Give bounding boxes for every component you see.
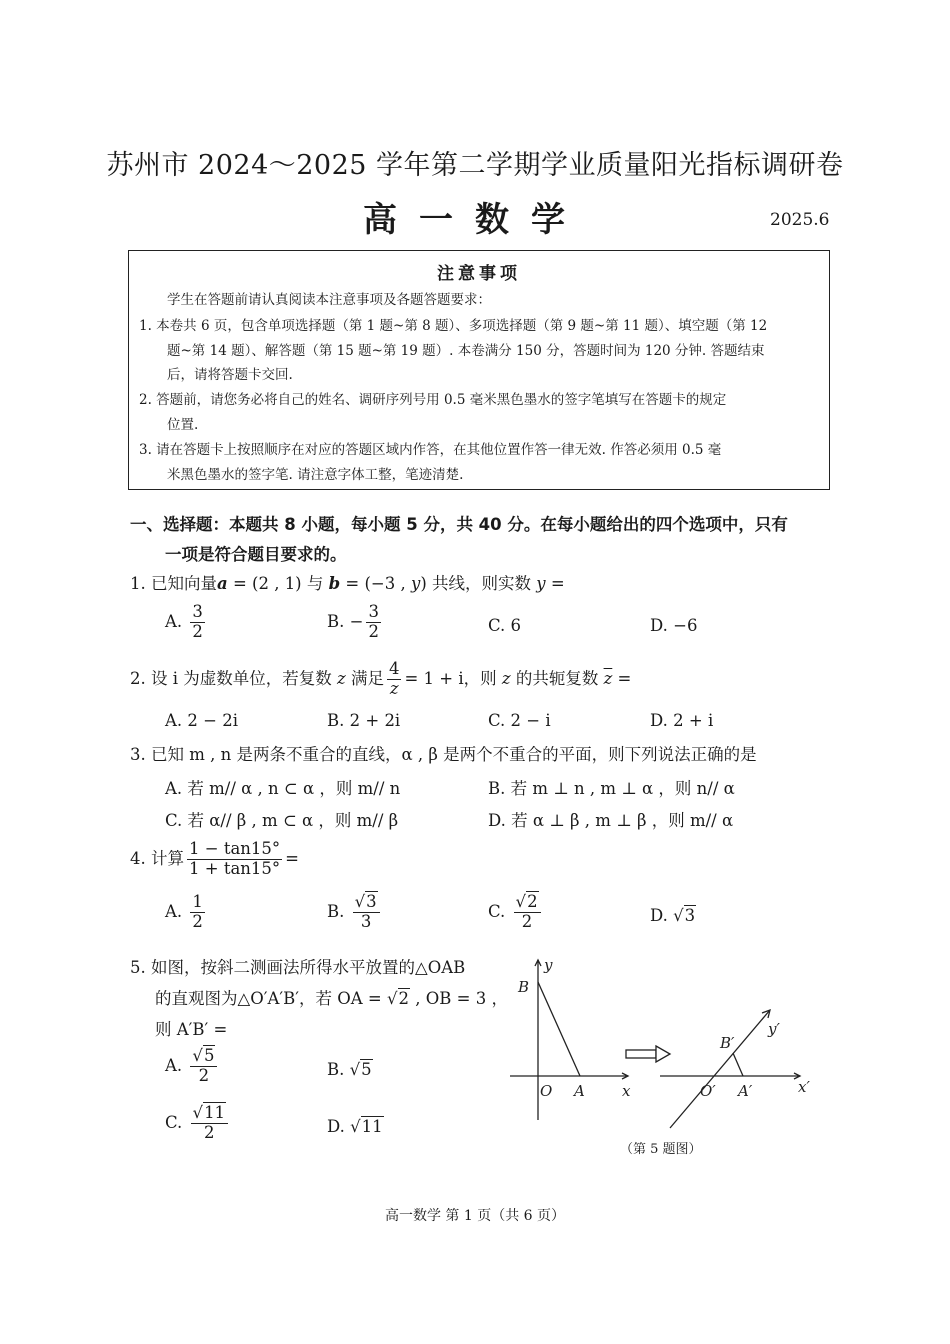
q2-text-mid: 满足 — [345, 668, 384, 688]
q2-end: = — [612, 668, 632, 688]
segment-BA — [538, 982, 580, 1076]
option-label: B. — [327, 611, 345, 631]
q5-option-c[interactable] — [165, 1104, 231, 1143]
q3-option-a[interactable]: A. 若 m// α , n ⊂ α ，则 m// n — [165, 779, 401, 798]
numerator: √11 — [191, 1104, 229, 1124]
q3-option-c[interactable]: C. 若 α// β , m ⊂ α ，则 m// β — [165, 811, 399, 830]
q5-option-b[interactable]: B. √5 — [327, 1060, 372, 1079]
q1-option-d[interactable] — [650, 616, 697, 635]
numerator: 1 — [192, 892, 203, 911]
denominator: 3 — [360, 911, 372, 931]
option-label: A. — [165, 901, 183, 921]
notice-line-5: 位置. — [167, 417, 199, 433]
option-value: 2 + i — [673, 711, 714, 730]
q2-option-d[interactable] — [650, 711, 713, 730]
option-label: C. — [488, 711, 506, 730]
q5-text-line1: 如图，按斜二测画法所得水平放置的△OAB — [151, 958, 466, 977]
q4-text-pre: 计算 — [151, 848, 184, 868]
option-label: D. — [327, 1117, 345, 1136]
option-label: D. — [650, 906, 668, 925]
label-Bp: B′ — [720, 1034, 735, 1052]
q2-var-z2: z — [501, 668, 511, 688]
q5-text-line2-pre: 的直观图为△O′A′B′，若 OA = — [155, 989, 387, 1008]
denominator: z — [389, 678, 399, 698]
radicand: 2 — [398, 989, 410, 1008]
label-O: O — [540, 1082, 553, 1100]
label-xp: x′ — [798, 1078, 810, 1096]
notice-line-4: 2. 答题前，请您务必将自己的姓名、调研序列号用 0.5 毫米黑色墨水的签字笔填写在答题卡的规定 — [139, 392, 727, 408]
question-5-line3: 则 A′B′ = — [155, 1020, 228, 1039]
radicand: 5 — [203, 1046, 215, 1065]
notice-line-1: 1. 本卷共 6 页，包含单项选择题（第 1 题~第 8 题）、多项选择题（第 9 题~第 11 题）、填空题（第 12 — [139, 318, 768, 334]
q5-number: 5. — [130, 958, 146, 977]
q2-option-a[interactable] — [165, 711, 238, 730]
radicand: 3 — [366, 892, 377, 911]
right-y-axis — [670, 1010, 770, 1128]
denominator: 1 + tan15° — [189, 858, 281, 878]
label-y: y — [544, 956, 553, 974]
option-label: A. — [165, 1055, 183, 1075]
q4-option-b[interactable] — [327, 893, 383, 932]
segment-BpAp — [733, 1053, 743, 1076]
q2-text-pre: 设 i 为虚数单位，若复数 — [151, 668, 338, 688]
q2-option-b[interactable] — [327, 711, 400, 730]
numerator: 3 — [368, 602, 379, 621]
option-value: 2 − i — [510, 711, 551, 730]
option-label: C. — [165, 1112, 183, 1132]
question-4 — [130, 840, 299, 879]
q3-option-b[interactable]: B. 若 m ⊥ n , m ⊥ α ，则 n// α — [488, 779, 735, 798]
q4-fraction — [187, 840, 282, 879]
q4-eq: = — [285, 848, 299, 868]
q2-eq: = 1 + i，则 — [404, 668, 502, 688]
figure-caption: （第 5 题图） — [620, 1142, 702, 1157]
q2-option-c[interactable] — [488, 711, 551, 730]
option-label: B. — [327, 901, 345, 921]
transform-arrow-body — [626, 1050, 656, 1058]
radicand: 5 — [361, 1060, 372, 1079]
fraction — [190, 1047, 217, 1086]
q5-option-a[interactable] — [165, 1047, 220, 1086]
denominator: 2 — [204, 1122, 215, 1142]
fraction — [366, 603, 381, 642]
exam-date: 2025.6 — [770, 210, 830, 230]
label-Ap: A′ — [738, 1082, 753, 1100]
label-x: x — [622, 1082, 631, 1100]
label-B: B — [518, 978, 530, 996]
q4-option-d[interactable]: D. √3 — [650, 906, 696, 925]
q2-number: 2. — [130, 668, 146, 688]
notice-line-3: 后，请将答题卡交回. — [167, 367, 293, 383]
q1-option-b[interactable] — [327, 603, 384, 642]
fraction — [514, 893, 541, 932]
section-heading-line1: 一、选择题：本题共 8 小题，每小题 5 分，共 40 分。在每小题给出的四个选项中，只有 — [130, 515, 788, 534]
denominator: 2 — [198, 1065, 210, 1085]
option-label: C. — [488, 616, 506, 635]
radicand: 11 — [361, 1117, 383, 1136]
q1-var-y2: y — [536, 574, 546, 593]
q2-text-post: 的共轭复数 — [510, 668, 604, 688]
question-5-line1 — [130, 954, 465, 978]
transform-arrow-head — [656, 1046, 670, 1062]
numerator: √2 — [514, 893, 541, 913]
denominator: 2 — [192, 911, 203, 931]
q5-option-d[interactable]: D. √11 — [327, 1117, 383, 1136]
option-label: A. — [165, 611, 183, 631]
numerator: √3 — [353, 893, 380, 913]
q2-fraction — [387, 660, 402, 699]
numerator: 1 − tan15° — [189, 839, 281, 858]
q5-figure — [500, 950, 830, 1130]
label-yp: y′ — [768, 1020, 780, 1038]
numerator: 4 — [388, 659, 400, 678]
q1-option-c[interactable] — [488, 616, 521, 635]
question-3 — [130, 741, 757, 765]
q1-vector-b-value: = (−3 , — [340, 574, 411, 593]
q2-var-z: z — [337, 668, 346, 688]
label-Op: O′ — [700, 1082, 716, 1100]
q1-eq: = — [545, 574, 565, 593]
exam-title: 苏州市 2024～2025 学年第二学期学业质量阳光指标调研卷 — [106, 150, 844, 181]
question-2 — [130, 660, 631, 699]
notice-title: 注意事项 — [437, 264, 521, 284]
notice-line-2: 题~第 14 题）、解答题（第 15 题~第 19 题）. 本卷满分 150 分，答题时间为 120 分钟. 答题结束 — [167, 343, 765, 359]
q1-vector-a-value: = (2 , 1) 与 — [227, 574, 329, 593]
q1-text-pre: 已知向量 — [151, 574, 217, 593]
option-label: C. — [488, 901, 506, 921]
denominator: 2 — [521, 911, 533, 931]
option-label: B. — [327, 711, 345, 730]
fraction — [190, 603, 205, 642]
page-footer: 高一数学 第 1 页（共 6 页） — [384, 1208, 566, 1224]
q1-text-post: ) 共线，则实数 — [420, 574, 537, 593]
radicand: 2 — [527, 892, 538, 911]
q4-option-c[interactable] — [488, 893, 544, 932]
section-heading-line2: 一项是符合题目要求的。 — [165, 545, 347, 564]
label-A: A — [574, 1082, 585, 1100]
option-label: B. — [327, 1060, 345, 1079]
question-1 — [130, 570, 565, 594]
denominator: 2 — [368, 621, 379, 641]
notice-box — [128, 250, 830, 490]
q5-text-line2-post: , OB = 3 ， — [410, 989, 508, 1008]
fraction — [191, 1104, 229, 1143]
numerator: 3 — [192, 602, 203, 621]
fraction — [190, 893, 205, 932]
fraction — [353, 893, 380, 932]
q2-var-zbar: $\overline{z}$ — [603, 668, 613, 688]
q4-number: 4. — [130, 848, 146, 868]
option-label: D. — [650, 711, 668, 730]
option-value: 2 + 2i — [349, 711, 401, 730]
q3-text: 已知 m , n 是两条不重合的直线，α , β 是两个不重合的平面，则下列说法正确的是 — [151, 745, 757, 764]
q1-vector-b: b — [328, 574, 341, 593]
q3-option-d[interactable]: D. 若 α ⊥ β , m ⊥ β ，则 m// α — [488, 811, 734, 830]
notice-intro: 学生在答题前请认真阅读本注意事项及各题答题要求： — [167, 292, 491, 308]
q4-option-a[interactable] — [165, 893, 208, 932]
denominator: 2 — [192, 621, 203, 641]
q1-vector-a: a — [217, 574, 228, 593]
radicand: 3 — [684, 906, 696, 925]
question-5-line2: 的直观图为△O′A′B′，若 OA = √2 , OB = 3 ， — [155, 989, 508, 1008]
q3-number: 3. — [130, 745, 146, 764]
notice-line-7: 米黑色墨水的签字笔. 请注意字体工整，笔迹清楚. — [167, 467, 464, 483]
option-label: D. — [650, 616, 668, 635]
minus-sign: − — [349, 611, 364, 631]
radicand: 11 — [204, 1103, 226, 1122]
option-label: A. — [165, 711, 183, 730]
option-value: 6 — [510, 616, 522, 635]
option-value: −6 — [673, 616, 698, 635]
notice-line-6: 3. 请在答题卡上按照顺序在对应的答题区域内作答，在其他位置作答一律无效. 作答必须用 0.5 毫 — [139, 442, 722, 458]
option-value: 2 − 2i — [187, 711, 239, 730]
q1-var-y: y — [410, 574, 421, 593]
q1-option-a[interactable] — [165, 603, 208, 642]
q1-number: 1. — [130, 574, 146, 593]
subject-title: 高一数学 — [363, 200, 587, 240]
numerator: √5 — [190, 1047, 217, 1067]
